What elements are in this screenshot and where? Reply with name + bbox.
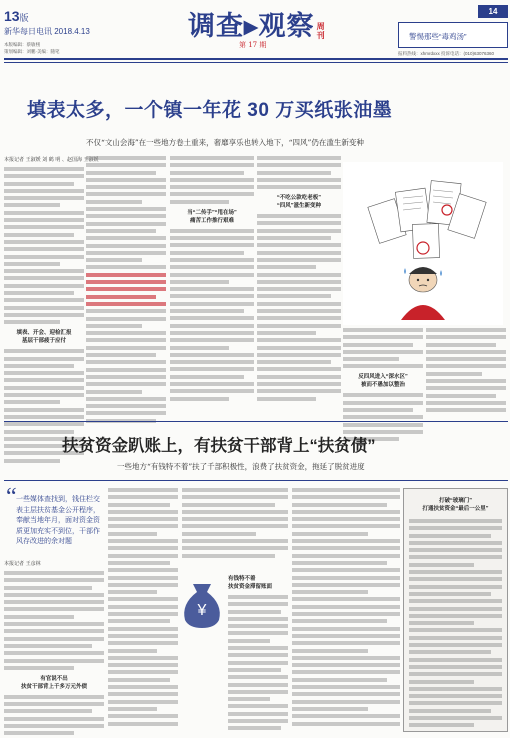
masthead-rule (4, 58, 508, 60)
story-divider (4, 421, 508, 422)
story2-column-3b (228, 570, 288, 734)
story2-section-3: 有官说不出 扶贫干部背上千多万元外债 (20, 675, 87, 690)
masthead (0, 0, 510, 60)
story1-column-5a (343, 328, 423, 420)
editor-line: 本版编辑：蔡敏栩 (4, 42, 40, 47)
story2-column-1 (4, 560, 104, 734)
story2-sidebar-box (403, 488, 508, 732)
section-title-text: 调查▸观察 (188, 11, 315, 41)
svg-text:¥: ¥ (197, 602, 207, 619)
story1-column-1 (4, 156, 99, 418)
story2-section-2: 打破“玻璃门” 打通扶贫资金“最后一公里” (422, 498, 489, 512)
story1-headline: 填表太多，一个镇一年花 30 万买纸张油墨 (27, 100, 393, 121)
story2-column-3a (182, 488, 288, 568)
story2-headline: 扶贫资金趴账上，有扶贫干部背上“扶贫债” (62, 437, 376, 455)
story2-rule (4, 480, 508, 481)
quote-mark-icon: “ (6, 484, 17, 510)
teaser-box[interactable] (398, 22, 508, 48)
story1-column-5b (426, 328, 506, 420)
sidebar-text (404, 513, 507, 727)
story2-column-2 (108, 488, 178, 734)
editor-line-2: 策划编辑：刘鹏·美编：随笔 (4, 49, 60, 54)
paper-date: 新华每日电讯 2018.4.13 (4, 27, 90, 36)
masthead-rule-thin (4, 62, 508, 63)
story1-section-2: 当“二传手”“甩在场” 痛苦工作推行艰难 (187, 209, 237, 224)
story1-column-3 (170, 156, 254, 418)
issue-info (4, 6, 90, 37)
section-title-tag: 周刊 (316, 22, 325, 40)
contact-line: 报料热线：xhmrdxxx 投诉电话：(010)63076360 (398, 51, 495, 56)
story1-subhead: 不仅“文山会海”在一些地方卷土重来，奢靡享乐也转入地下，“四风”仍在滥生新变种 (86, 138, 364, 147)
teaser-text: 警惕那些“毒鸡汤” (409, 32, 467, 41)
issue-phase: 第 17 期 (239, 41, 267, 49)
story1-section-3: “不吃公款吃老板” “四风”滋生新变种 (276, 195, 321, 210)
story2-subhead: 一些地方“有钱特不着”扶了千部积极性，浪费了扶贫资金，拖延了脱贫进度 (117, 462, 365, 471)
story2-column-4 (292, 488, 400, 734)
money-bag-illustration (179, 570, 225, 630)
story1-column-2 (86, 156, 166, 418)
issue-suffix: 版 (19, 14, 29, 24)
editorial-cartoon (343, 162, 503, 325)
story1-section-1: 填表、开会、迎检汇报 基层干部疲于应付 (16, 330, 72, 345)
story2-section-1: 有钱特不着 扶贫资金滞留账面 (228, 576, 273, 590)
story1-byline: 本报记者 王淑媛 刘 鹤 明 、赵国海 王淑媛 (4, 157, 99, 163)
story2-byline: 本报记者 王彦林 (4, 561, 41, 567)
issue-number: 13 (4, 8, 20, 24)
story1-column-4 (257, 156, 341, 418)
page-number: 14 (478, 5, 508, 18)
story2-pull-quote: 一些媒体查找到，钱住栏交表主层扶贫基金公开程序，奉献当地年月，面对资金资质更加充实不到位，干部作风存改进的余对题 (16, 495, 100, 545)
section-title (188, 4, 327, 43)
story1-section-4: 反四风进入“深水区” 被而不愚加以整治 (358, 374, 408, 389)
